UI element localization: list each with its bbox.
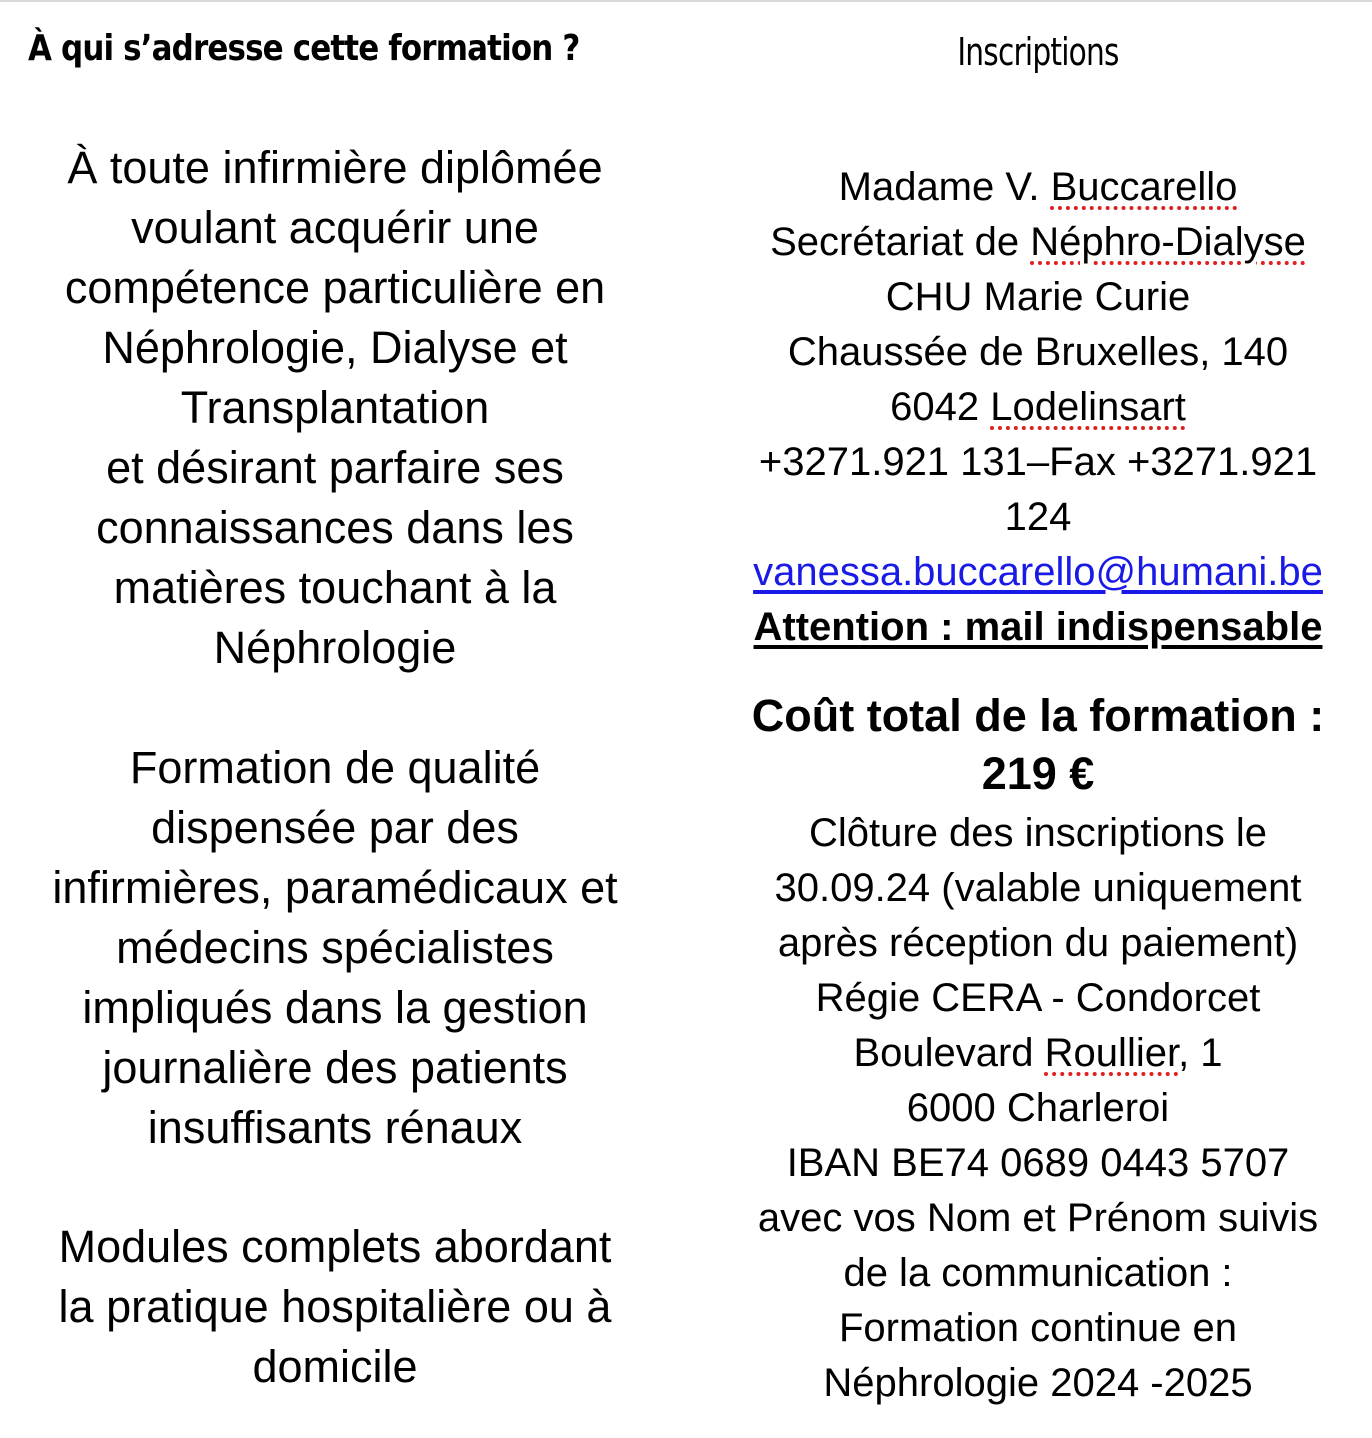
cost-block — [710, 687, 1366, 803]
text-line: et désirant parfaire ses — [106, 442, 564, 493]
payment-block — [710, 806, 1366, 1411]
secretariat-prefix: Secrétariat de — [770, 220, 1031, 264]
text-line: la pratique hospitalière ou à — [58, 1281, 612, 1332]
text-line: domicile — [252, 1341, 418, 1392]
communication-line: Néphrologie 2024 -2025 — [823, 1361, 1253, 1405]
text-line: dispensée par des — [151, 802, 519, 853]
contact-phone: +3271.921 131–Fax +3271.921 — [758, 440, 1318, 484]
contact-name — [710, 160, 1366, 215]
text-line: connaissances dans les — [96, 502, 574, 553]
top-border — [0, 0, 1372, 2]
contact-phone-cont: 124 — [1004, 495, 1072, 539]
secretariat-service: Néphro-Dialyse — [1030, 220, 1306, 264]
contact-street: Chaussée de Bruxelles, 140 — [787, 330, 1289, 374]
text-line: infirmières, paramédicaux et — [52, 862, 618, 913]
street-name: Roullier — [1044, 1031, 1179, 1075]
instructions-line: de la communication : — [843, 1251, 1233, 1295]
text-line: Néphrologie, Dialyse et — [102, 322, 568, 373]
cost-amount: 219 € — [981, 748, 1095, 799]
deadline-line: après réception du paiement) — [777, 921, 1299, 965]
contact-secretariat — [710, 215, 1366, 270]
contact-hospital: CHU Marie Curie — [885, 275, 1191, 319]
instructions-line: avec vos Nom et Prénom suivis — [757, 1196, 1319, 1240]
email-link[interactable]: vanessa.buccarello@humani.be — [753, 550, 1323, 594]
cost-label: Coût total de la formation : — [751, 690, 1325, 741]
audience-heading: À qui s’adresse cette formation ? — [28, 28, 580, 69]
contact-email-line — [710, 545, 1366, 600]
deadline-line: Clôture des inscriptions le — [809, 811, 1267, 855]
street-number: , 1 — [1178, 1031, 1223, 1075]
text-line: médecins spécialistes — [116, 922, 554, 973]
text-line: voulant acquérir une — [131, 202, 539, 253]
postal-city: Lodelinsart — [990, 385, 1186, 429]
name-prefix: Madame V. — [838, 165, 1051, 209]
text-line: Formation de qualité — [129, 742, 541, 793]
postal-code: 6042 — [890, 385, 991, 429]
deadline-line: 30.09.24 (valable uniquement — [774, 866, 1302, 910]
audience-paragraph-target — [10, 138, 660, 678]
payee-city: 6000 Charleroi — [906, 1086, 1170, 1130]
street-prefix: Boulevard — [853, 1031, 1045, 1075]
attention-note: Attention : mail indispensable — [753, 605, 1323, 649]
text-line: À toute infirmière diplômée — [67, 142, 603, 193]
payee-street — [710, 1026, 1366, 1081]
text-line: journalière des patients — [102, 1042, 568, 1093]
audience-paragraph-modules — [10, 1217, 660, 1397]
registration-heading: Inscriptions — [957, 30, 1119, 74]
iban: IBAN BE74 0689 0443 5707 — [786, 1141, 1290, 1185]
text-line: compétence particulière en — [64, 262, 606, 313]
contact-postal — [710, 380, 1366, 435]
contact-attention-line — [710, 600, 1366, 655]
text-line: Transplantation — [180, 382, 490, 433]
payee: Régie CERA - Condorcet — [815, 976, 1261, 1020]
text-line: impliqués dans la gestion — [82, 982, 588, 1033]
text-line: Néphrologie — [213, 622, 457, 673]
text-line: insuffisants rénaux — [147, 1102, 523, 1153]
communication-line: Formation continue en — [838, 1306, 1237, 1350]
name-surname: Buccarello — [1050, 165, 1238, 209]
text-line: Modules complets abordant — [58, 1221, 612, 1272]
audience-paragraph-quality — [10, 738, 660, 1158]
text-line: matières touchant à la — [113, 562, 557, 613]
contact-block — [710, 160, 1366, 655]
